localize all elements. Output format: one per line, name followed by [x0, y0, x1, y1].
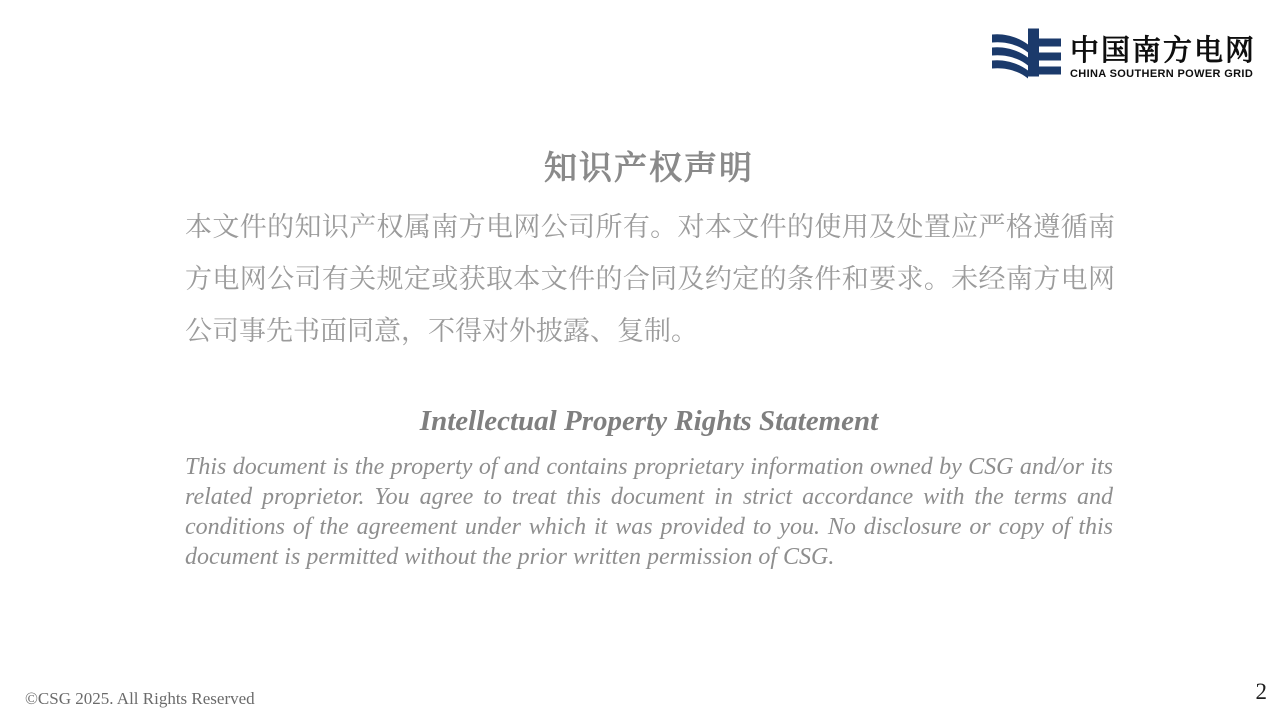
cn-statement-title: 知识产权声明: [544, 148, 754, 187]
en-statement-title: Intellectual Property Rights Statement: [419, 405, 879, 437]
cn-statement-body: 本文件的知识产权属南方电网公司所有。对本文件的使用及处置应严格遵循南方电网公司有关规定或获取本文件的合同及约定的条件和要求。未经南方电网公司事先书面同意，不得对外披露、复制。: [185, 212, 1115, 347]
csg-wave-grid-icon: [989, 26, 1062, 84]
csg-logo-text: [1070, 26, 1256, 80]
en-statement-body: This document is the property of and contains proprietary information owned by CSG and/or its related proprietor. You agree to treat this document in strict accordance with the terms and conditions of the agreement under which it was provided to you. No disclosure or copy of this document is permitted without the prior written permission of CSG.: [185, 454, 1113, 570]
csg-logo-name-cn: 中国南方电网: [1069, 33, 1256, 67]
csg-logo-name-en: CHINA SOUTHERN POWER GRID: [1069, 68, 1254, 80]
copyright-text: ©CSG 2025. All Rights Reserved: [25, 689, 255, 708]
csg-logo: [989, 26, 1256, 84]
page-number: 2: [1255, 679, 1267, 704]
